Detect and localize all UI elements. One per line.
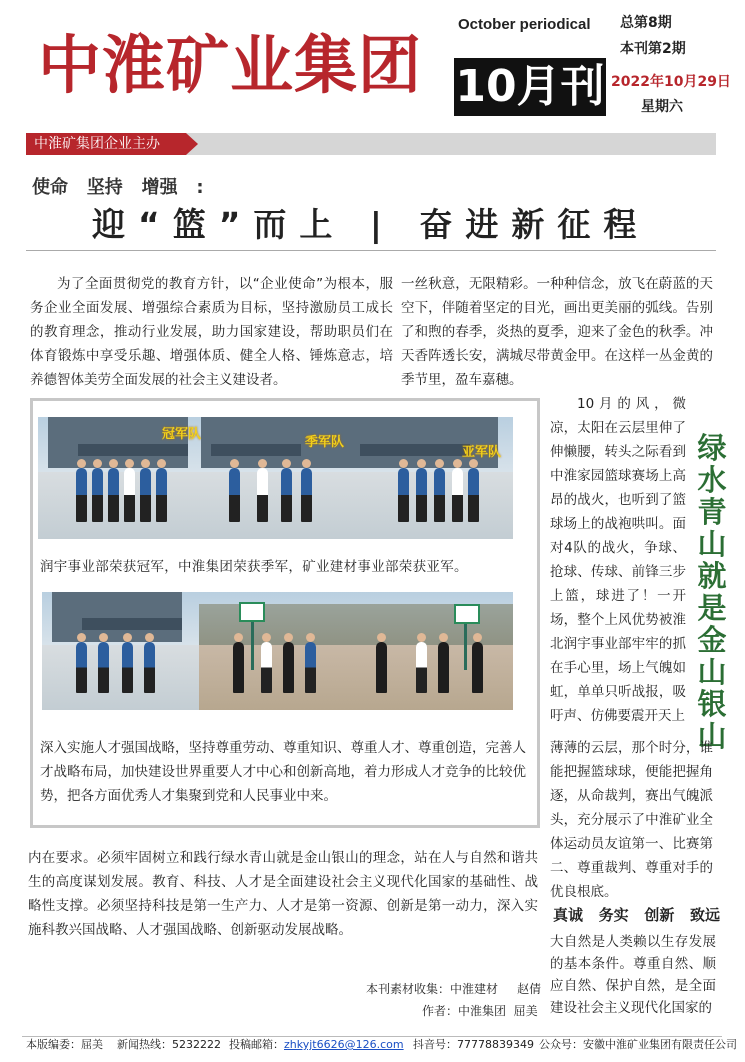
footer-editor: 本版编委：屈美 <box>26 1038 103 1051</box>
subheading: 使命 坚持 增强 : <box>32 177 204 198</box>
sponsor-label: 中淮矿集团企业主办 <box>26 133 186 155</box>
total-issue: 总第8期 <box>620 15 672 31</box>
footer-douyin: 抖音号：77778839349 <box>413 1038 534 1051</box>
narrow-column-text: 10月的风，微凉，太阳在云层里伸了伸懒腰，转头之际看到中淮家园篮球赛场上高昂的战火，也听到了篮球场上的战袍哄叫。面对4队的战火，争球、抢球、传球、前锋三步上篮，球进了！一开场，整个上风优势被淮北润宇事业部牢牢的抓在手心里，场上气魄如虹，单单只听战报，吸吁声、仿佛要震开天上 <box>550 396 686 724</box>
slogan: 真诚 务实 创新 致远 <box>553 906 721 924</box>
credit-author: 作者：中淮集团 屈美 <box>422 1004 538 1018</box>
photo-team-group <box>42 592 199 710</box>
vertical-title: 绿水青山就是金山银山 <box>697 431 727 753</box>
headline: 迎“篮”而上 | 奋进新征程 <box>92 205 650 244</box>
photo-caption: 润宇事业部荣获冠军，中淮集团荣获季军，矿业建材事业部荣获亚军。 <box>40 559 468 575</box>
issue-weekday: 星期六 <box>641 99 683 115</box>
footer-email-link[interactable]: zhkyjt6626@126.com <box>284 1038 404 1051</box>
photo-match-action-2 <box>354 592 513 710</box>
photo-runner-up-team <box>348 417 513 539</box>
intro-paragraph: 为了全面贯彻党的教育方针，以“企业使命”为根本，服务企业全面发展、增强综合素质为目标，坚持激励员工成长的教育理念，推动行业发展，助力国家建设，帮助职员们在体育锻炼中享受乐趣、增强体质、健全人格、锤炼意志，培养德智体美劳全面发展的社会主义建设者。 <box>30 276 393 388</box>
credit-collect: 本刊素材收集：中淮建材 赵倩 <box>366 982 542 996</box>
headline-divider <box>26 250 716 251</box>
masthead-title: 中淮矿业集团 <box>38 29 422 102</box>
footer-email-label: 投稿邮箱： <box>229 1038 284 1051</box>
frame-paragraph: 深入实施人才强国战略，坚持尊重劳动、尊重知识、尊重人才、尊重创造，完善人才战略布局，加快建设世界重要人才中心和创新高地，着力形成人才竞争的比较优势，把各方面优秀人才集聚到党和人民事业中来。 <box>40 740 526 804</box>
this-issue: 本刊第2期 <box>620 41 686 57</box>
tag-third: 季军队 <box>305 435 345 450</box>
issue-date: 2022年10月29日 <box>611 74 731 90</box>
strip-arrow <box>186 133 198 155</box>
nature-paragraph: 大自然是人类赖以生存发展的基本条件。尊重自然、顺应自然、保护自然，是全面建设社会主义现代化国家的 <box>550 934 716 1016</box>
footer-wechat: 公众号：安徽中淮矿业集团有限责任公司 <box>539 1038 737 1051</box>
tag-runner-up: 亚军队 <box>462 445 502 460</box>
photo-champion-team <box>38 417 201 539</box>
footer-email <box>229 1037 404 1053</box>
photo-third-team <box>201 417 348 539</box>
footer-hotline: 新闻热线：5232222 <box>117 1038 221 1051</box>
right-column-text: 薄薄的云层，那个时分，谁能把握篮球球，便能把握角逐，从命裁判，赛出气魄派头，充分展示了中淮矿业全体运动员友谊第一、比赛第二、尊重裁判、尊重对手的优良根底。 <box>550 740 713 900</box>
periodical-label: October periodical <box>458 16 591 33</box>
month-issue-box: 10月刊 <box>454 58 606 116</box>
photo-match-action-1 <box>199 592 354 710</box>
tag-champion: 冠军队 <box>162 427 201 442</box>
bottom-paragraph: 内在要求。必须牢固树立和践行绿水青山就是金山银山的理念，站在人与自然和谐共生的高度谋划发展。教育、科技、人才是全面建设社会主义现代化国家的基础性、战略性支撑。必须坚持科技是第一生产力、人才是第一资源、创新是第一动力，深入实施科教兴国战略、人才强国战略、创新驱动发展战略。 <box>28 850 538 938</box>
right-top-paragraph: 一丝秋意，无限精彩。一种种信念，放飞在蔚蓝的天空下，伴随着坚定的目光，画出更美丽的弧线。告别了和煦的春季，炎热的夏季，迎来了金色的秋季。冲天香阵透长安，满城尽带黄金甲。在这样一丛金黄的季节里，盈车嘉穗。 <box>401 276 713 388</box>
